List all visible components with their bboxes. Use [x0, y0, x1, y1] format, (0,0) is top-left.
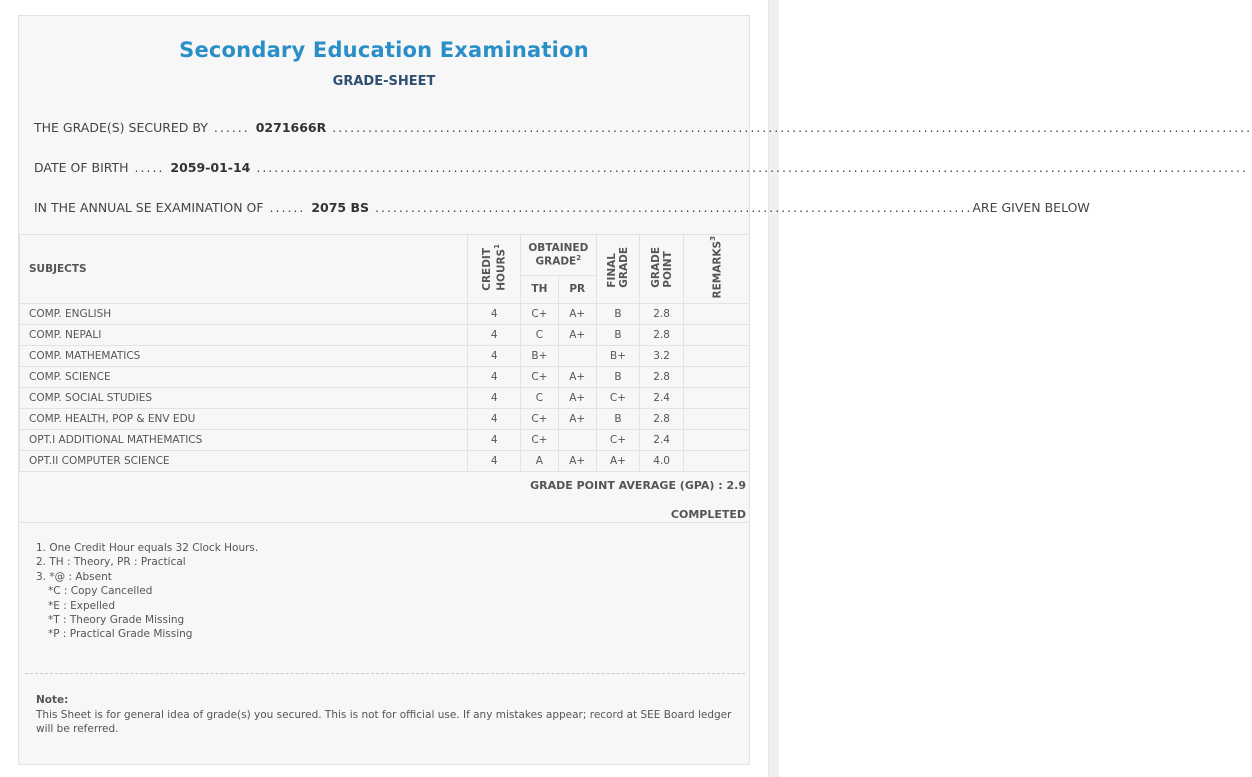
legend-item: *P : Practical Grade Missing — [48, 628, 193, 641]
subject-cell: COMP. NEPALI — [20, 324, 468, 345]
th-grade-cell: C+ — [520, 408, 558, 429]
symbol-number: 0271666R — [255, 120, 327, 135]
pr-grade-cell: A+ — [558, 303, 596, 324]
header-obtained-grade: OBTAINED GRADE$^2$ — [520, 235, 596, 276]
date-of-birth: 2059-01-14 — [170, 160, 251, 175]
remarks-cell — [683, 408, 749, 429]
gpa-summary: GRADE POINT AVERAGE (GPA) : 2.9 — [530, 479, 746, 492]
pr-grade-cell: A+ — [558, 324, 596, 345]
grades-table — [19, 234, 750, 472]
exam-label: IN THE ANNUAL SE EXAMINATION OF — [34, 200, 264, 215]
subject-cell: OPT.II COMPUTER SCIENCE — [20, 450, 468, 471]
grade-point-cell: 2.8 — [640, 324, 684, 345]
dob-line: DATE OF BIRTH ..... 2059-01-14 ...................................................................................................................................................................... — [34, 160, 1248, 175]
note-heading: Note: — [36, 694, 69, 706]
header-final-grade: FINAL GRADE — [596, 235, 640, 304]
header-pr: PR — [558, 275, 596, 303]
note-body: This Sheet is for general idea of grade(s) you secured. This is not for official use. If any mistakes appear; record at SEE Board ledger will be referred. — [36, 709, 732, 736]
page-subtitle: GRADE-SHEET — [332, 74, 436, 89]
header-credit-hours: CREDIT HOURS$^1$ — [468, 235, 521, 304]
table-row — [20, 324, 750, 345]
header-grade-point: GRADE POINT — [640, 235, 684, 304]
status-text: COMPLETED — [670, 508, 746, 521]
header-th: TH — [520, 275, 558, 303]
remarks-cell — [683, 303, 749, 324]
secured-by-line: THE GRADE(S) SECURED BY ...... 0271666R .......................................................................................................................................................... — [34, 120, 1252, 135]
final-grade-cell: B — [596, 303, 640, 324]
legend-item: *T : Theory Grade Missing — [48, 614, 185, 627]
grade-point-cell: 2.8 — [640, 408, 684, 429]
table-row — [20, 408, 750, 429]
final-grade-cell: C+ — [596, 387, 640, 408]
remarks-cell — [683, 387, 749, 408]
final-grade-cell: A+ — [596, 450, 640, 471]
subject-cell: COMP. SOCIAL STUDIES — [20, 387, 468, 408]
remarks-cell — [683, 429, 749, 450]
exam-tail: ARE GIVEN BELOW — [972, 200, 1090, 215]
credit-cell: 4 — [468, 324, 521, 345]
subject-cell: COMP. SCIENCE — [20, 366, 468, 387]
table-row — [20, 429, 750, 450]
pr-grade-cell: A+ — [558, 387, 596, 408]
th-grade-cell: B+ — [520, 345, 558, 366]
pr-grade-cell — [558, 345, 596, 366]
credit-cell: 4 — [468, 303, 521, 324]
grade-point-cell: 3.2 — [640, 345, 684, 366]
pr-grade-cell — [558, 429, 596, 450]
page-title: Secondary Education Examination — [179, 38, 589, 62]
pr-grade-cell: A+ — [558, 450, 596, 471]
subject-cell: COMP. ENGLISH — [20, 303, 468, 324]
th-grade-cell: A — [520, 450, 558, 471]
legend-notes — [36, 541, 258, 642]
th-grade-cell: C+ — [520, 366, 558, 387]
th-grade-cell: C — [520, 387, 558, 408]
remarks-cell — [683, 366, 749, 387]
grade-sheet — [18, 15, 1252, 765]
credit-cell: 4 — [468, 366, 521, 387]
subject-cell: COMP. MATHEMATICS — [20, 345, 468, 366]
credit-cell: 4 — [468, 450, 521, 471]
remarks-cell — [683, 324, 749, 345]
secured-by-label: THE GRADE(S) SECURED BY — [34, 120, 208, 135]
grade-point-cell: 2.8 — [640, 366, 684, 387]
th-grade-cell: C — [520, 324, 558, 345]
legend-item: *E : Expelled — [48, 599, 116, 612]
credit-cell: 4 — [468, 408, 521, 429]
final-grade-cell: B — [596, 366, 640, 387]
table-row — [20, 345, 750, 366]
remarks-cell — [683, 450, 749, 471]
grade-point-cell: 2.8 — [640, 303, 684, 324]
header-remarks: REMARKS$^3$ — [683, 235, 749, 304]
pr-grade-cell: A+ — [558, 408, 596, 429]
final-grade-cell: C+ — [596, 429, 640, 450]
final-grade-cell: B — [596, 324, 640, 345]
subject-cell: COMP. HEALTH, POP & ENV EDU — [20, 408, 468, 429]
dob-label: DATE OF BIRTH — [34, 160, 129, 175]
th-grade-cell: C+ — [520, 429, 558, 450]
legend-item: 2. TH : Theory, PR : Practical — [36, 556, 186, 569]
credit-cell: 4 — [468, 429, 521, 450]
dashed-divider — [25, 673, 745, 674]
subject-cell: OPT.I ADDITIONAL MATHEMATICS — [20, 429, 468, 450]
exam-line: IN THE ANNUAL SE EXAMINATION OF ...... 2075 BS .................................................................................................... ARE GIVEN BELOW — [34, 200, 1090, 215]
legend-item: *C : Copy Cancelled — [48, 585, 153, 598]
page-scrollbar[interactable] — [768, 0, 779, 777]
pr-grade-cell: A+ — [558, 366, 596, 387]
grade-point-cell: 2.4 — [640, 387, 684, 408]
legend-item: 1. One Credit Hour equals 32 Clock Hours. — [36, 542, 259, 554]
legend-item: 3. *@ : Absent — [36, 570, 112, 583]
table-row — [20, 366, 750, 387]
divider — [19, 522, 750, 523]
table-row — [20, 303, 750, 324]
final-grade-cell: B — [596, 408, 640, 429]
table-row — [20, 387, 750, 408]
header-subjects: SUBJECTS — [20, 235, 468, 304]
grade-point-cell: 4.0 — [640, 450, 684, 471]
remarks-cell — [683, 345, 749, 366]
final-grade-cell: B+ — [596, 345, 640, 366]
grade-point-cell: 2.4 — [640, 429, 684, 450]
exam-year: 2075 BS — [311, 200, 370, 215]
th-grade-cell: C+ — [520, 303, 558, 324]
credit-cell: 4 — [468, 345, 521, 366]
table-row — [20, 450, 750, 471]
credit-cell: 4 — [468, 387, 521, 408]
